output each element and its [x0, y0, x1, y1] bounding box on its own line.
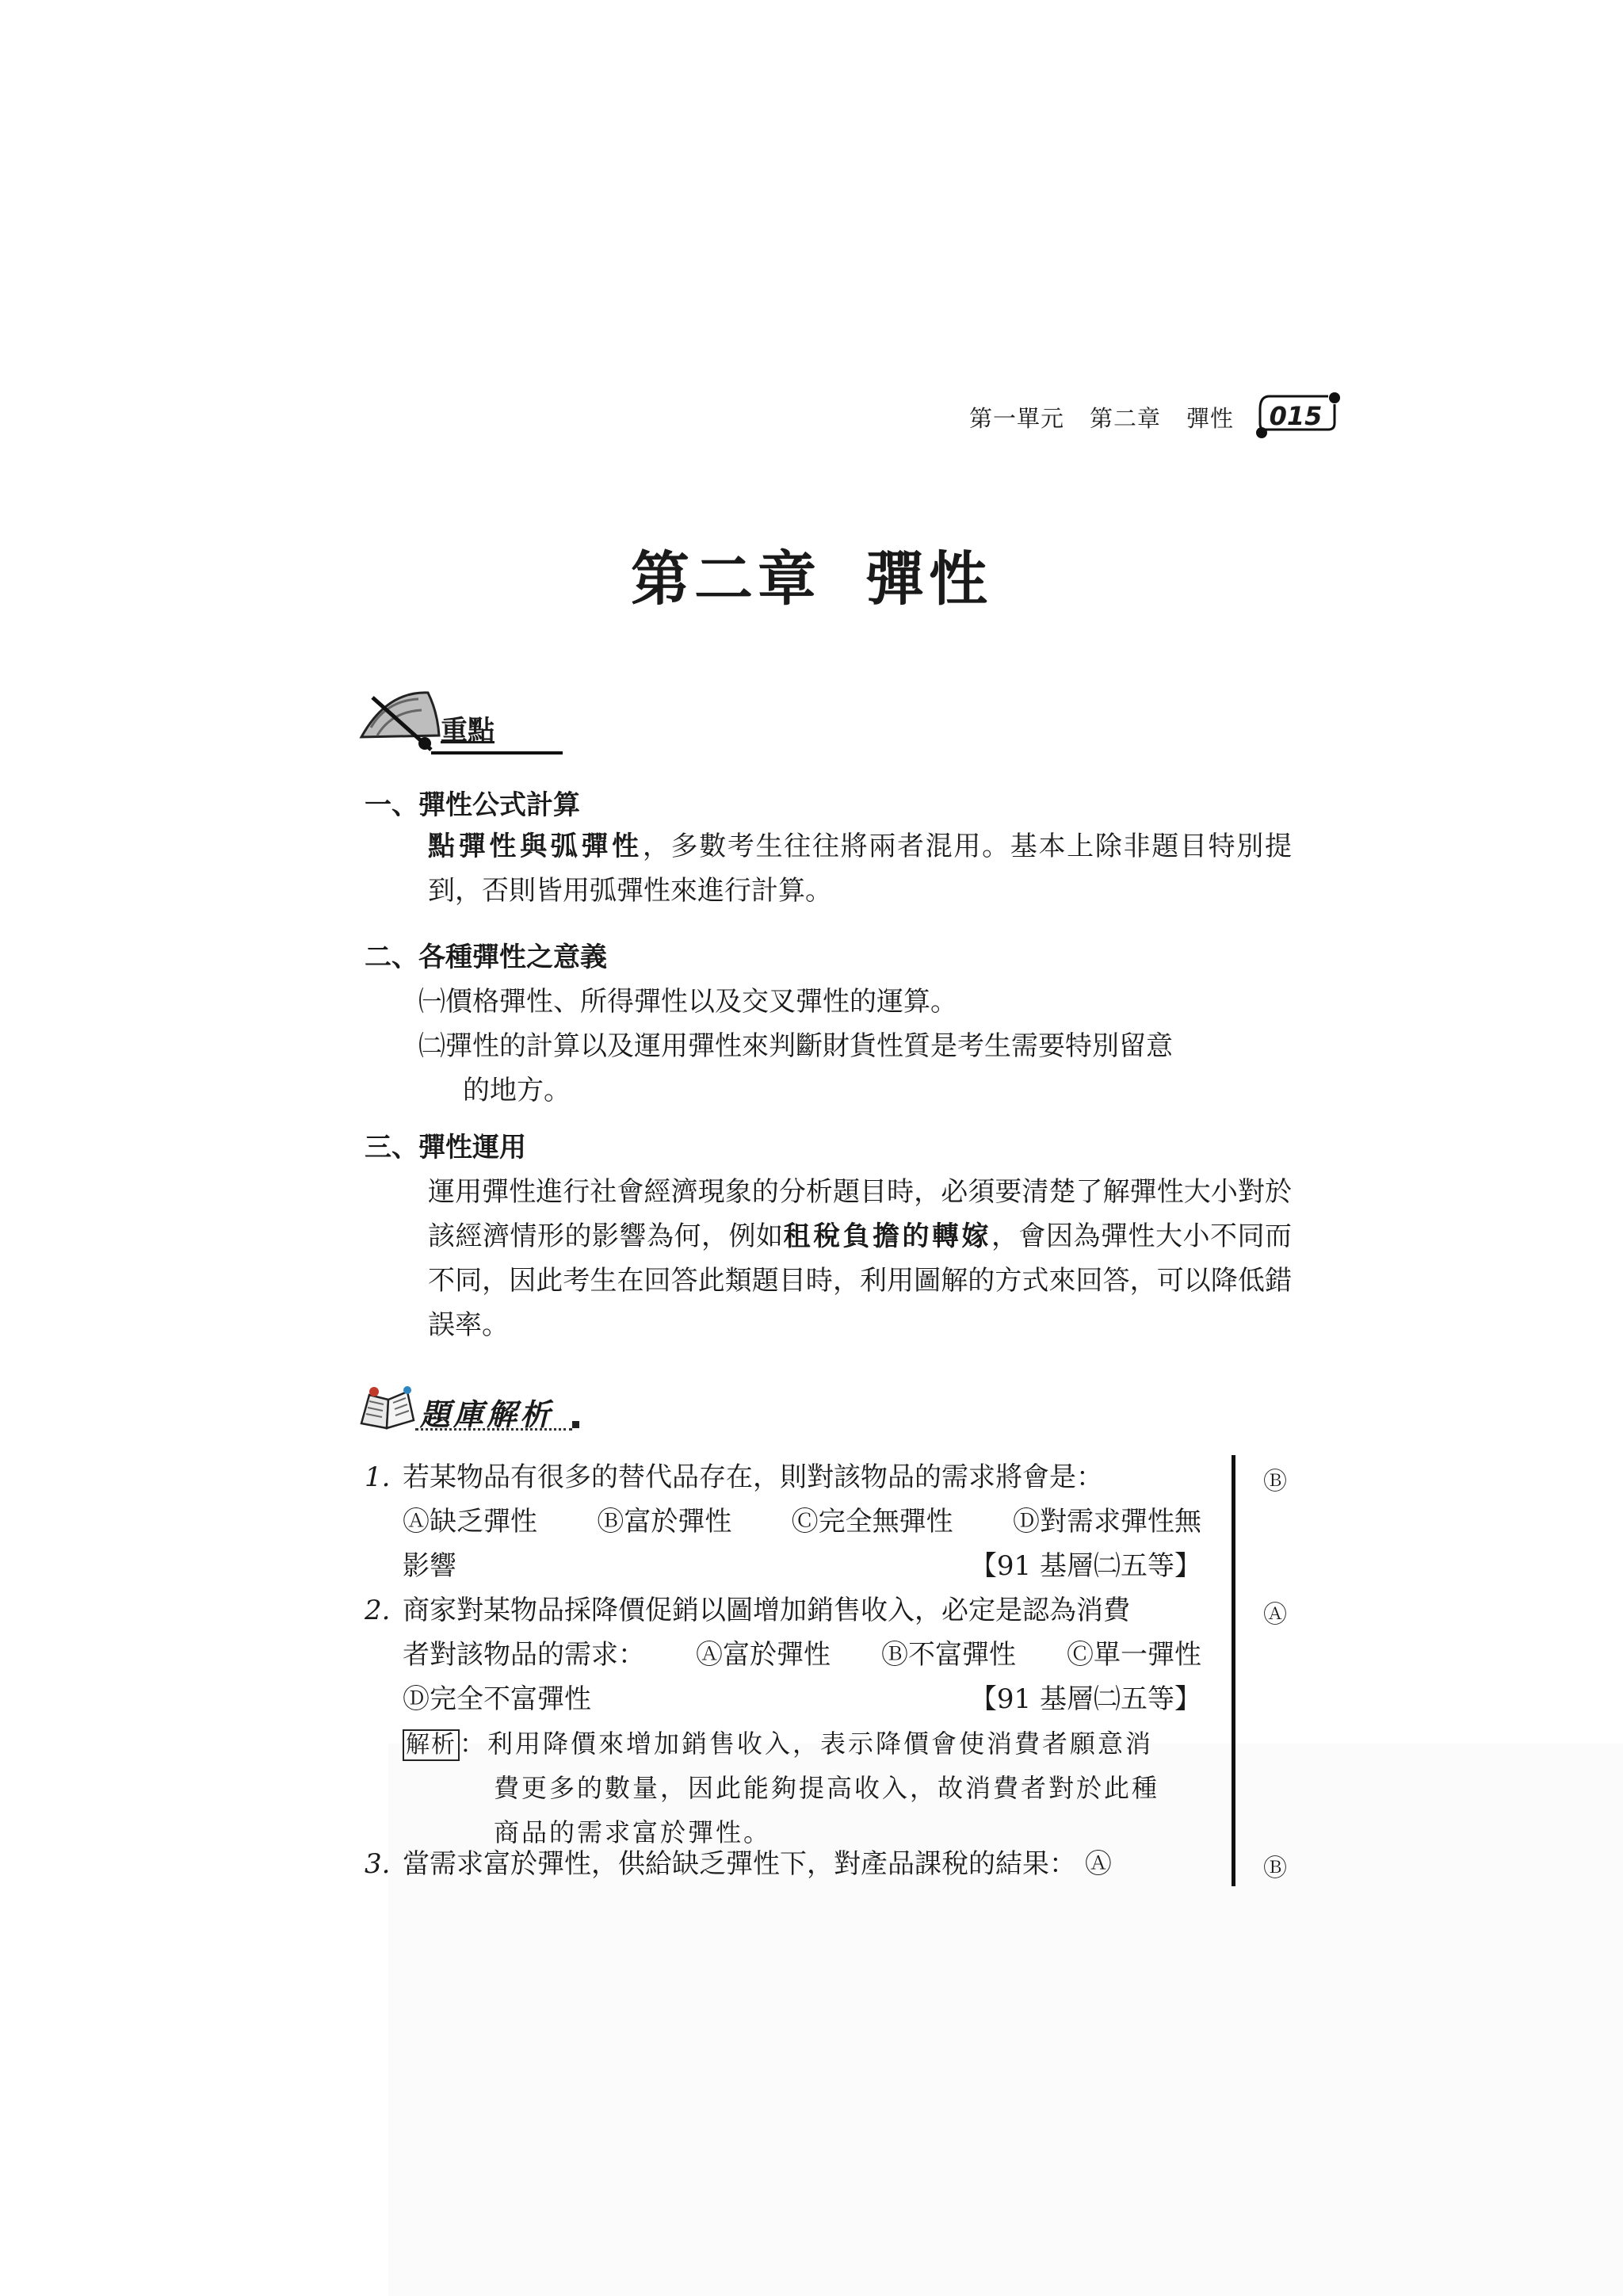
section-heading-1: 一、彈性公式計算 — [365, 789, 580, 821]
question-stem: 若某物品有很多的替代品存在，則對該物品的需求將會是： — [403, 1461, 1103, 1493]
option-a: Ⓐ富於彈性 — [696, 1639, 831, 1671]
analysis-tag: 解析 — [403, 1729, 460, 1761]
chapter-title — [0, 533, 1623, 617]
question-bank-label: 題庫解析 — [420, 1397, 554, 1432]
analysis-block: 解析 ：利用降價來增加銷售收入，表示降價會使消費者願意消 費更多的數量，因此能夠提高收入，故消費者對於此種 商品的需求富於彈性。 — [403, 1721, 1203, 1855]
option-c: Ⓒ完全無彈性 — [791, 1506, 953, 1538]
header-chapter: 第二章 — [1089, 405, 1161, 432]
question-1 — [365, 1455, 1201, 1588]
list-item: ㈡彈性的計算以及運用彈性來判斷財貨性質是考生需要特別留意 的地方。 — [418, 1030, 1173, 1106]
list-item: ㈠價格彈性、所得彈性以及交叉彈性的運算。 — [418, 986, 957, 1018]
chapter-title-number: 第二章 — [631, 545, 821, 613]
keyword-point-arc-elasticity: 點彈性與弧彈性 — [428, 831, 643, 862]
option-c: Ⓒ單一彈性 — [1067, 1639, 1201, 1671]
question-number: 1. — [365, 1461, 391, 1493]
section-heading-2: 二、各種彈性之意義 — [365, 942, 607, 973]
answer-column-divider — [1232, 1455, 1235, 1886]
focus-label: 重點 — [441, 715, 495, 747]
keyword-tax-incidence: 租稅負擔的轉嫁 — [783, 1221, 991, 1252]
option-d-continued: 影響 — [403, 1550, 456, 1582]
chapter-title-subject: 彈性 — [865, 545, 992, 613]
option-b: Ⓑ富於彈性 — [597, 1506, 732, 1538]
page-number: 015 — [1269, 401, 1323, 431]
header-unit: 第一單元 — [968, 405, 1064, 432]
question-2 — [365, 1588, 1201, 1721]
option-d: Ⓓ對需求彈性無 — [1012, 1506, 1201, 1538]
option-d: Ⓓ完全不富彈性 — [403, 1683, 591, 1715]
section-heading-3: 三、彈性運用 — [365, 1132, 526, 1163]
section-paragraph-3: 運用彈性進行社會經濟現象的分析題目時，必須要清楚了解彈性大小對於該經濟情形的影響為何，例如租稅負擔的轉嫁，會因為彈性大小不同而不同，因此考生在回答此類題目時，利用圖解的方式來回答，可以降低錯誤率。 — [428, 1176, 1292, 1341]
question-options — [403, 1499, 1201, 1544]
book-icon — [358, 1384, 418, 1431]
question-number: 2. — [365, 1595, 391, 1626]
question-stem: 當需求富於彈性，供給缺乏彈性下，對產品課稅的結果： — [403, 1848, 1076, 1880]
question-bank-underline — [415, 1428, 572, 1431]
running-header — [792, 401, 1234, 434]
question-source: 【91 基層㈡五等】 — [969, 1683, 1201, 1715]
answer-1: Ⓑ — [1263, 1468, 1287, 1496]
question-number: 3. — [365, 1848, 391, 1880]
option-b: Ⓑ不富彈性 — [881, 1639, 1016, 1671]
question-stem-line-2: 者對該物品的需求： Ⓐ富於彈性 Ⓑ不富彈性 Ⓒ單一彈性 — [403, 1633, 1201, 1677]
question-3 — [365, 1842, 1201, 1886]
header-topic: 彈性 — [1186, 405, 1234, 432]
answer-3: Ⓑ — [1263, 1855, 1287, 1882]
section-paragraph-1: 點彈性與弧彈性，多數考生往往將兩者混用。基本上除非題目特別提到，否則皆用弧彈性來進行計算。 — [428, 831, 1292, 907]
question-bank-dot — [572, 1421, 579, 1428]
option-a: Ⓐ — [1084, 1848, 1112, 1880]
answer-2: Ⓐ — [1263, 1601, 1287, 1629]
question-source: 【91 基層㈡五等】 — [969, 1550, 1201, 1582]
question-stem-line-1: 商家對某物品採降價促銷以圖增加銷售收入，必定是認為消費 — [403, 1595, 1130, 1626]
option-a: Ⓐ缺乏彈性 — [403, 1506, 537, 1538]
